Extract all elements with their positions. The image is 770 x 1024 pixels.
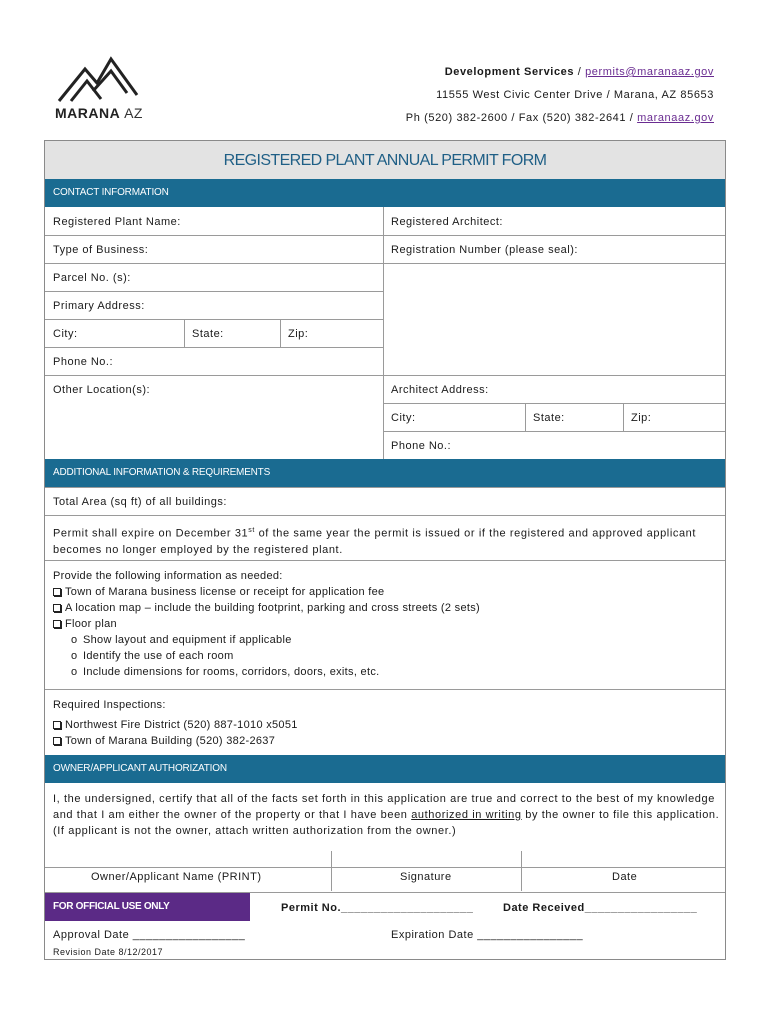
logo-wordmark: MARANA AZ [55, 105, 143, 121]
section-official: FOR OFFICIAL USE ONLY [45, 893, 250, 921]
other-locations-field[interactable]: Other Location(s): [53, 384, 151, 396]
contact-block [406, 61, 714, 130]
email-link[interactable]: permits@maranaaz.gov [585, 66, 714, 78]
registered-architect-field[interactable]: Registered Architect: [391, 216, 503, 228]
list-item: o Show layout and equipment if applicable [71, 634, 292, 646]
state-field[interactable]: State: [192, 328, 224, 340]
checkbox-icon[interactable] [53, 737, 61, 745]
owner-name-field[interactable]: Owner/Applicant Name (PRINT) [91, 871, 262, 883]
registered-plant-name-field[interactable]: Registered Plant Name: [53, 216, 181, 228]
list-item[interactable]: Town of Marana Building (520) 382-2637 [53, 733, 717, 749]
form-title: REGISTERED PLANT ANNUAL PERMIT FORM [45, 141, 725, 179]
circle-bullet-icon: o [71, 666, 78, 678]
revision-date: Revision Date 8/12/2017 [53, 947, 164, 957]
contact-line-3: Ph (520) 382-2600 / Fax (520) 382-2641 / maranaaz.gov [405, 112, 714, 124]
checkbox-icon[interactable] [53, 620, 61, 628]
expiration-note: Permit shall expire on December 31st of the same year the permit is issued or if the registered and approved applicant becomes no longer employed by the registered plant. [53, 527, 697, 556]
list-item[interactable]: A location map – include the building footprint, parking and cross streets (2 sets) [53, 600, 717, 616]
list-item[interactable]: Town of Marana business license or receipt for application fee [53, 584, 717, 600]
date-field[interactable]: Date [612, 871, 638, 883]
circle-bullet-icon: o [71, 634, 78, 646]
authorization-statement: I, the undersigned, certify that all of the facts set forth in this application are true and correct to the best of my knowledge and that I am either the owner of the property or that I have been authorized in writing by the owner to file this application. (If applicant is not the owner, attach written authorization from the owner.) [53, 793, 720, 837]
architect-phone-field[interactable]: Phone No.: [391, 440, 452, 452]
primary-address-field[interactable]: Primary Address: [53, 300, 145, 312]
website-link[interactable]: maranaaz.gov [637, 112, 714, 124]
registration-number-field[interactable]: Registration Number (please seal): [391, 244, 578, 256]
list-item: o Include dimensions for rooms, corridors, doors, exits, etc. [71, 666, 380, 678]
section-contact: CONTACT INFORMATION [45, 179, 725, 207]
city-field[interactable]: City: [53, 328, 78, 340]
list-item: o Identify the use of each room [71, 650, 234, 662]
circle-bullet-icon: o [71, 650, 78, 662]
inspections-list [53, 697, 717, 749]
architect-state-field[interactable]: State: [533, 412, 565, 424]
architect-city-field[interactable]: City: [391, 412, 416, 424]
expiration-date-field[interactable]: Expiration Date ________________ [391, 929, 584, 941]
date-received-field[interactable]: Date Received_________________ [503, 902, 698, 914]
provide-heading: Provide the following information as needed: [53, 570, 283, 582]
phone-no-field[interactable]: Phone No.: [53, 356, 114, 368]
list-item[interactable]: Floor plan [53, 616, 717, 632]
marana-logo [55, 55, 155, 125]
type-of-business-field[interactable]: Type of Business: [53, 244, 149, 256]
section-additional: ADDITIONAL INFORMATION & REQUIREMENTS [45, 459, 725, 487]
signature-field[interactable]: Signature [400, 871, 452, 883]
parcel-no-field[interactable]: Parcel No. (s): [53, 272, 131, 284]
permit-no-field[interactable]: Permit No.____________________ [281, 902, 474, 914]
page-header [0, 0, 770, 140]
checkbox-icon[interactable] [53, 721, 61, 729]
zip-field[interactable]: Zip: [288, 328, 309, 340]
architect-address-field[interactable]: Architect Address: [391, 384, 489, 396]
list-item[interactable]: Northwest Fire District (520) 887-1010 x5051 [53, 717, 717, 733]
mountain-logo-icon [57, 55, 139, 103]
contact-line-2: 11555 West Civic Center Drive / Marana, AZ 85653 [436, 89, 714, 101]
section-authorization: OWNER/APPLICANT AUTHORIZATION [45, 755, 725, 783]
contact-line-1: Development Services / permits@maranaaz.gov [444, 66, 714, 78]
checkbox-icon[interactable] [53, 604, 61, 612]
permit-form [44, 140, 726, 960]
approval-date-field[interactable]: Approval Date _________________ [53, 929, 246, 941]
architect-zip-field[interactable]: Zip: [631, 412, 652, 424]
requirements-list [53, 568, 717, 680]
inspections-heading: Required Inspections: [53, 699, 166, 711]
total-area-field[interactable]: Total Area (sq ft) of all buildings: [53, 496, 227, 508]
checkbox-icon[interactable] [53, 588, 61, 596]
